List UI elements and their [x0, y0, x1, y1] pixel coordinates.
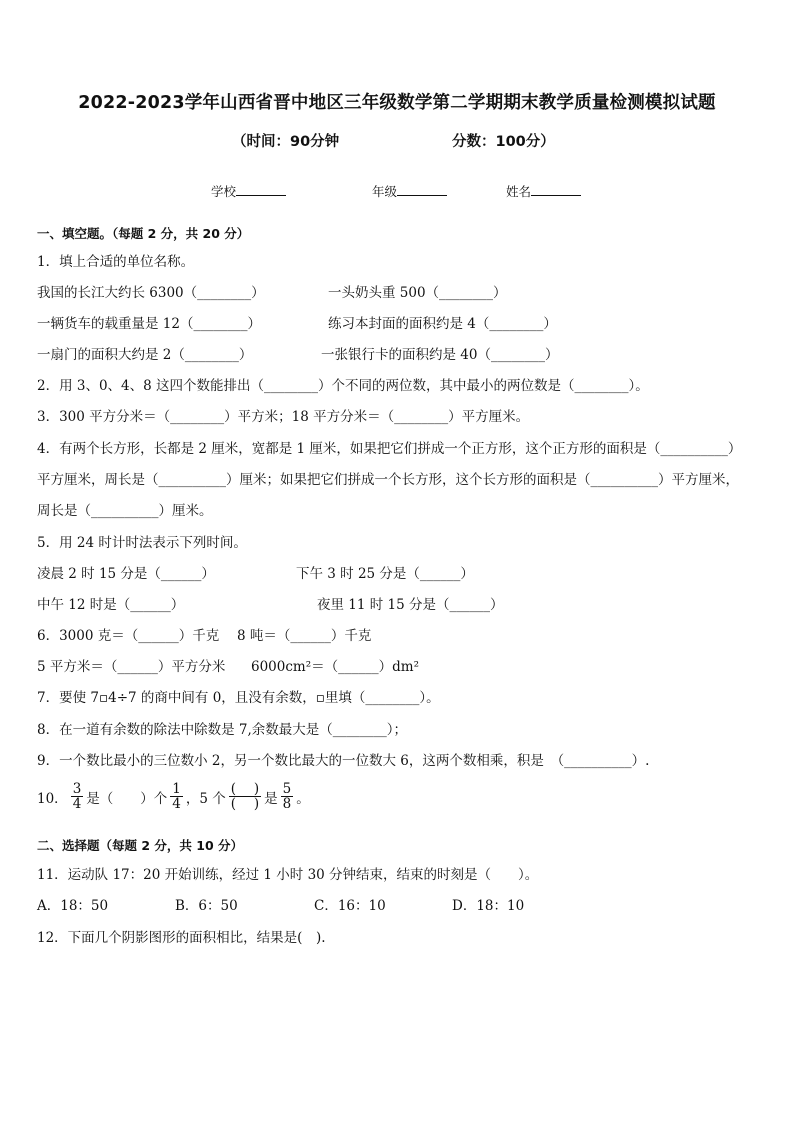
question-10: [37, 782, 310, 811]
question-1b: 一头奶头重 500（________）: [328, 285, 507, 301]
fraction-numerator-blank: ( ): [230, 781, 260, 797]
question-6a: 6．3000 克＝（______）千克: [37, 628, 220, 644]
school-blank: [236, 183, 286, 196]
name-field: [506, 182, 581, 200]
school-label: 学校: [211, 184, 237, 199]
option-a: A．18：50: [37, 898, 109, 914]
option-d: D．18：10: [452, 898, 525, 914]
question-5a: 凌晨 2 时 15 分是（______）: [37, 566, 215, 582]
fraction-five-eighths: [281, 782, 294, 811]
question-5d: 夜里 11 时 15 分是（______）: [317, 597, 504, 613]
q10-text-1: 是（ ）个: [86, 790, 168, 807]
name-label: 姓名: [506, 184, 532, 199]
exam-score: 分数：100分）: [452, 134, 555, 150]
question-4-line-2: 平方厘米，周长是（__________）厘米；如果把它们拼成一个长方形，这个长方形的面积是（__________）平方厘米，: [37, 472, 739, 488]
question-12: 12．下面几个阴影图形的面积相比，结果是( ).: [37, 930, 326, 946]
q10-prefix: 10．: [37, 790, 68, 807]
fraction-numerator: 3: [72, 781, 82, 797]
section-1-heading: 一、填空题。（每题 2 分，共 20 分）: [37, 226, 250, 241]
fraction-denominator-blank: ( ): [230, 796, 260, 813]
exam-time: （时间：90分钟: [232, 134, 340, 150]
question-6b: 8 吨＝（______）千克: [237, 628, 372, 644]
question-1c: 一辆货车的载重量是 12（________）: [37, 316, 261, 332]
question-6c: 5 平方米＝（______）平方分米: [37, 659, 226, 675]
grade-field: [372, 182, 447, 200]
question-5: 5．用 24 时计时法表示下列时间。: [37, 535, 247, 551]
question-9: 9．一个数比最小的三位数小 2，另一个数比最大的一位数大 6，这两个数相乘，积是 （__________）.: [37, 753, 650, 769]
question-1: 1．填上合适的单位名称。: [37, 254, 195, 270]
question-5c: 中午 12 时是（______）: [37, 597, 185, 613]
fraction-numerator: 5: [282, 781, 292, 797]
option-b: B．6：50: [175, 898, 238, 914]
fraction-denominator: 4: [172, 796, 181, 813]
question-4-line-1: 4．有两个长方形，长都是 2 厘米，宽都是 1 厘米，如果把它们拼成一个正方形，这个正方形的面积是（__________）: [37, 441, 742, 457]
question-3: 3．300 平方分米＝（________）平方米；18 平方分米＝（________）平方厘米。: [37, 409, 530, 425]
question-1f: 一张银行卡的面积约是 40（________）: [321, 347, 559, 363]
exam-title: 2022-2023学年山西省晋中地区三年级数学第二学期期末教学质量检测模拟试题: [78, 93, 716, 113]
question-1e: 一扇门的面积大约是 2（________）: [37, 347, 253, 363]
question-1d: 练习本封面的面积约是 4（________）: [328, 316, 557, 332]
fraction-one-quarter: [170, 782, 183, 811]
fraction-numerator: 1: [172, 781, 181, 797]
question-4-line-3: 周长是（__________）厘米。: [37, 503, 213, 519]
question-8: 8．在一道有余数的除法中除数是 7,余数最大是（________）；: [37, 722, 408, 738]
school-field: [211, 182, 286, 200]
question-5b: 下午 3 时 25 分是（______）: [296, 566, 474, 582]
question-11: 11．运动队 17：20 开始训练，经过 1 小时 30 分钟结束，结束的时刻是（ ）。: [37, 867, 539, 883]
question-7: 7．要使 7▫4÷7 的商中间有 0，且没有余数，▫里填（________）。: [37, 690, 440, 706]
question-1a: 我国的长江大约长 6300（________）: [37, 285, 265, 301]
grade-label: 年级: [372, 184, 398, 199]
name-blank: [531, 183, 581, 196]
option-c: C．16：10: [314, 898, 386, 914]
question-2: 2．用 3、0、4、8 这四个数能排出（________）个不同的两位数，其中最小的两位数是（________）。: [37, 378, 649, 394]
fraction-blank: [229, 782, 261, 811]
section-2-heading: 二、选择题（每题 2 分，共 10 分）: [37, 838, 244, 853]
question-6d: 6000cm²＝（______）dm²: [251, 659, 419, 675]
fraction-denominator: 8: [282, 796, 292, 813]
fraction-three-quarters: [71, 782, 84, 811]
fraction-denominator: 4: [72, 796, 82, 813]
q10-text-2: ，5 个: [185, 790, 226, 807]
q10-text-3: 是: [264, 790, 278, 807]
grade-blank: [397, 183, 447, 196]
q10-end: 。: [296, 790, 310, 807]
